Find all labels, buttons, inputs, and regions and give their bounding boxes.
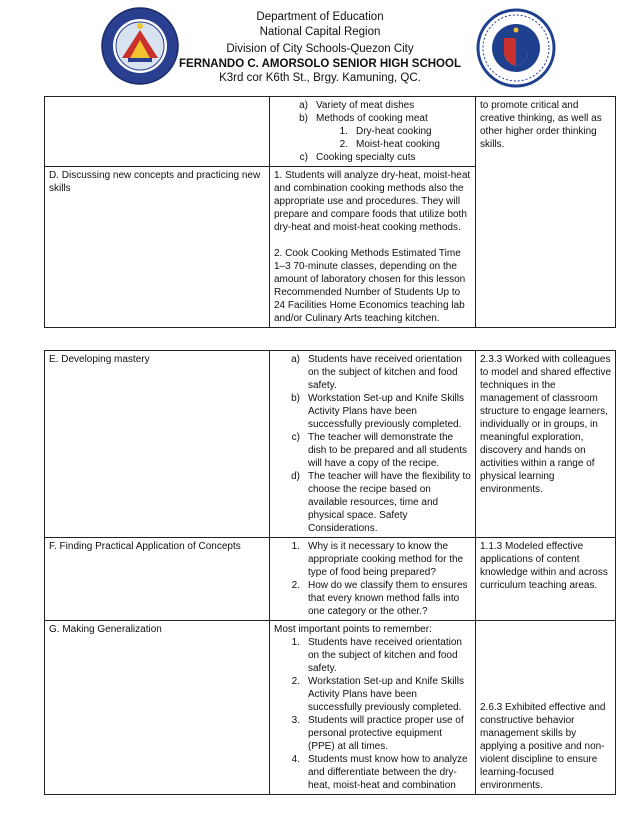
practical-application-cell [270,538,476,621]
list-item: 4. Students must know how to analyze and differentiate between the dry-heat, moist-heat and combination [291,754,468,791]
lesson-table-top [44,96,616,328]
list-item: b) Methods of cooking meat [299,113,428,124]
list-item: 1. Dry-heat cooking [339,126,432,137]
indicator-note-g: 2.6.3 Exhibited effective and constructive behavior management skills by applying a positive and non-violent discipline to ensure learning-focused environments. [476,621,616,795]
list-item: a) Students have received orientation on the subject of kitchen and food safety. [291,354,462,391]
list-item: 2. How do we classify them to ensures that every known method falls into one category or the other.? [291,580,468,617]
list-item: a) Variety of meat dishes [299,100,415,111]
list-item: 2. Workstation Set-up and Knife Skills Activity Plans have been successfully previously completed. [291,676,465,713]
row-label-e: E. Developing mastery [45,351,270,538]
header-text-block [150,10,490,86]
row-label-d: D. Discussing new concepts and practicing new skills [45,167,270,328]
paragraph: 1. Students will analyze dry-heat, moist-heat and combination cooking methods also the appropriate use and procedures. They will prepare and compare foods that utilize both dry-heat and moist-heat cooking methods. [274,170,471,233]
document-header [0,0,638,90]
header-line-department: Department of Education [256,11,384,23]
list-item: c) The teacher will demonstrate the dish to be prepared and all students will have a copy of the recipe. [291,432,467,469]
list-item: 3. Students will practice proper use of personal protective equipment (PPE) at all times. [291,715,464,752]
row-label-g: G. Making Generalization [45,621,270,795]
table-row [45,621,616,795]
table-row [45,351,616,538]
indicator-note-f: 1.1.3 Modeled effective applications of content knowledge within and across curriculum teaching areas. [476,538,616,621]
row-label-f: F. Finding Practical Application of Concepts [45,538,270,621]
empty-label-cell [45,97,270,167]
list-item: b) Workstation Set-up and Knife Skills Activity Plans have been successfully previously completed. [291,393,465,430]
lesson-table-bottom [44,350,616,795]
higher-order-thinking-note: to promote critical and creative thinking, as well as other higher order thinking skills. [476,97,616,328]
indicator-note-e: 2.3.3 Worked with colleagues to model and shared effective techniques in the management of classroom structure to engage learners, individually or in groups, in meaningful exploration, discovery and hands on activities within a range of physical learning environments. [476,351,616,538]
generalization-cell [270,621,476,795]
list-item: d) The teacher will have the flexibility to choose the recipe based on available resources, time and physical space. Safety Considerations. [291,471,471,534]
school-seal-logo [476,8,556,88]
table-row [45,97,616,167]
header-line-region: National Capital Region [259,25,381,38]
table-row [45,538,616,621]
list-item: 2. Moist-heat cooking [339,139,440,150]
meat-topics-cell [270,97,476,167]
list-item: 1. Students have received orientation on the subject of kitchen and food safety. [291,637,462,674]
list-item: 1. Why is it necessary to know the appropriate cooking method for the type of food being prepared? [291,541,464,578]
list-item: c) Cooking specialty cuts [299,152,416,163]
header-line-division: Division of City Schools-Quezon City [226,43,414,55]
paragraph: 2. Cook Cooking Methods Estimated Time 1–3 70-minute classes, depending on the amount of laboratory chosen for this lesson Recommended Number of Students Up to 24 Facilities Home Economics teaching lab and/or Culinary Arts teaching kitchen. [274,248,466,324]
generalization-intro: Most important points to remember: [274,624,432,635]
header-school-name: FERNANDO C. AMORSOLO SENIOR HIGH SCHOOL [179,57,461,70]
cooking-methods-cell [270,167,476,328]
header-address: K3rd cor K6th St., Brgy. Kamuning, QC. [219,72,421,84]
developing-mastery-cell [270,351,476,538]
